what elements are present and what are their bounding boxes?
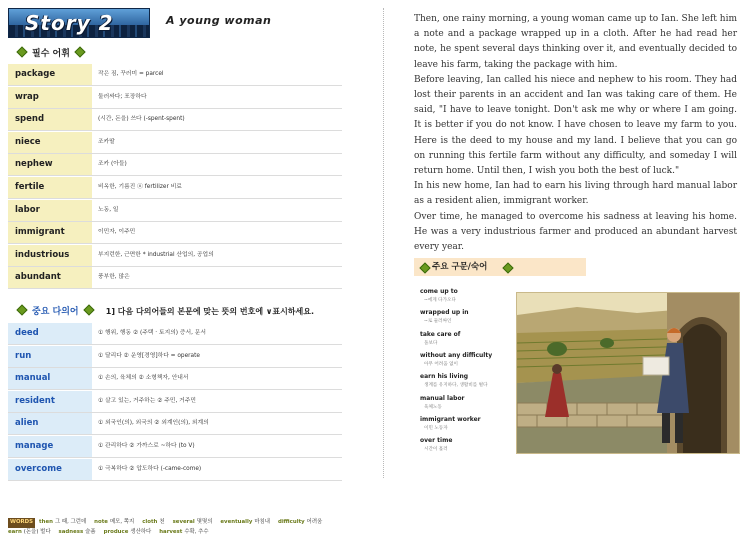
footer-word: then bbox=[39, 519, 53, 525]
phrase-meaning: 육체노동 bbox=[424, 404, 442, 410]
vocab-word: abundant bbox=[8, 267, 92, 288]
quiz-word: deed bbox=[8, 323, 92, 344]
phrases-heading-label: 주요 구문/숙어 bbox=[432, 262, 488, 272]
footer-meaning: 슬픔 bbox=[85, 528, 96, 535]
vocab-row bbox=[8, 132, 342, 154]
vocab-word: fertile bbox=[8, 177, 92, 198]
diamond-icon bbox=[16, 46, 27, 57]
diamond-icon bbox=[502, 262, 513, 273]
row-divider bbox=[8, 480, 342, 481]
story-illustration bbox=[516, 292, 740, 454]
quiz-row[interactable] bbox=[8, 459, 342, 481]
quiz-options[interactable]: ① 살고 있는, 거주하는 ② 주민, 거주민 bbox=[98, 397, 196, 404]
story-paragraph-2: Before leaving, Ian called his niece and nephew to his room. They had lost their parents in an accident and Ian was taking care of them. He said, "I have to leave tonight. Don't ask me why or where I am going. It is better if you do not know. I have chosen to leave my farm to you. Here is the deed to my house and my land. I believe that you can go on running this fertile farm without any difficulty, and someday I will return home. Until then, I wish you both the best of luck." bbox=[414, 74, 737, 177]
phrase-item: immigrant worker bbox=[420, 415, 481, 423]
phrase-item: take care of bbox=[420, 330, 461, 338]
footer-meaning: 천 bbox=[159, 519, 165, 525]
quiz-word: manage bbox=[8, 436, 92, 457]
diamond-icon bbox=[74, 46, 85, 57]
vocab-row bbox=[8, 154, 342, 176]
vocab-word: package bbox=[8, 64, 92, 85]
footer-word: harvest bbox=[159, 528, 183, 535]
quiz-row[interactable] bbox=[8, 391, 342, 413]
quiz-options[interactable]: ① 관리하다 ② 가까스로 ~하다 (to V) bbox=[98, 443, 195, 449]
footer-meaning: (돈을) 벌다 bbox=[23, 528, 51, 535]
footer-word: sadness bbox=[58, 528, 84, 535]
footer-meaning: 그 때, 그런데 bbox=[54, 519, 87, 525]
quiz-word: resident bbox=[8, 391, 92, 412]
vocab-row bbox=[8, 64, 342, 86]
vocab-heading-label: 필수 어휘 bbox=[32, 49, 70, 59]
quiz-heading bbox=[12, 304, 314, 317]
quiz-word: run bbox=[8, 346, 92, 367]
quiz-row[interactable] bbox=[8, 346, 342, 368]
vocab-meaning: 조카 (아들) bbox=[98, 161, 127, 168]
vocab-meaning: 비옥한, 기름진 ⓝ fertilizer 비료 bbox=[98, 184, 182, 190]
vocab-word: wrap bbox=[8, 87, 92, 108]
vocab-row bbox=[8, 177, 342, 199]
phrase-item: without any difficulty bbox=[420, 351, 493, 359]
quiz-instruction: 1] 다음 다의어들의 본문에 맞는 뜻의 번호에 ∨표시하세요. bbox=[105, 307, 315, 316]
story-banner bbox=[8, 8, 150, 38]
footer-word: earn bbox=[8, 528, 22, 535]
vocab-meaning: 둘러싸다; 포장하다 bbox=[98, 93, 147, 100]
phrase-meaning: ~에게 다가오다 bbox=[424, 298, 456, 303]
story-paragraph-3: In his new home, Ian had to earn his living through hard manual labor as a resident alien, immigrant worker. bbox=[414, 181, 737, 207]
footer-word: eventually bbox=[220, 519, 253, 525]
diamond-icon bbox=[16, 304, 27, 315]
footer-meaning: 수확, 추수 bbox=[184, 528, 209, 535]
quiz-word: overcome bbox=[8, 459, 92, 480]
phrase-item: come up to bbox=[420, 288, 458, 295]
vocab-row bbox=[8, 200, 342, 222]
footer-meaning: 몇몇의 bbox=[196, 519, 213, 525]
quiz-options[interactable]: ① 손의, 육체의 ② 소형책자, 안내서 bbox=[98, 375, 189, 382]
vocab-word: labor bbox=[8, 200, 92, 221]
phrase-meaning: 아무 어려움 없이 bbox=[424, 361, 458, 367]
story-title: A young woman bbox=[166, 14, 272, 27]
vocab-meaning: 이민자, 이주민 bbox=[98, 229, 136, 236]
vocab-word: spend bbox=[8, 109, 92, 130]
quiz-row[interactable] bbox=[8, 368, 342, 390]
phrase-meaning: 생계를 유지하다, 생활비를 벌다 bbox=[424, 383, 488, 389]
phrase-item: earn his living bbox=[420, 373, 469, 381]
footer-word: note bbox=[94, 519, 108, 525]
story-paragraph-1: Then, one rainy morning, a young woman came up to Ian. She left him a note and a package wrapped up in a cloth. After he had read her note, he spent several days thinking over it, and eventually decided to leave his farm, taking the package with him. bbox=[414, 14, 737, 70]
row-divider bbox=[8, 288, 342, 289]
vocab-meaning: 조카딸 bbox=[98, 138, 115, 145]
quiz-heading-label: 중요 다의어 bbox=[32, 307, 79, 317]
vocab-meaning: 풍부한, 많은 bbox=[98, 274, 130, 281]
footer-tag: WORDS bbox=[8, 518, 35, 528]
words-footer bbox=[8, 518, 728, 537]
vocab-meaning: 노동, 일 bbox=[98, 206, 119, 213]
footer-word: difficulty bbox=[277, 519, 305, 525]
quiz-row[interactable] bbox=[8, 413, 342, 435]
diamond-icon bbox=[83, 304, 94, 315]
phrases-heading bbox=[414, 258, 586, 276]
vocab-word: immigrant bbox=[8, 222, 92, 243]
phrase-item: over time bbox=[420, 437, 453, 445]
quiz-options[interactable]: ① 극복하다 ② 압도하다 (-came-come) bbox=[98, 465, 202, 472]
vocab-row bbox=[8, 267, 342, 289]
column-divider bbox=[383, 8, 384, 478]
story-text bbox=[414, 12, 737, 255]
vocab-meaning: 작은 짐, 꾸러미 = parcel bbox=[98, 71, 164, 77]
footer-word: cloth bbox=[142, 519, 158, 525]
footer-line-1 bbox=[8, 518, 728, 528]
quiz-row[interactable] bbox=[8, 436, 342, 458]
quiz-options[interactable]: ① 달리다 ② 운영[경영]하다 = operate bbox=[98, 352, 200, 359]
vocab-row bbox=[8, 87, 342, 109]
banner-label: Story 2 bbox=[25, 11, 114, 35]
phrase-item: wrapped up in bbox=[420, 309, 469, 317]
footer-meaning: 메모, 쪽지 bbox=[109, 519, 135, 525]
footer-meaning: 마침내 bbox=[254, 519, 270, 525]
vocab-row bbox=[8, 109, 342, 131]
story-paragraph-4: Over time, he managed to overcome his sadness at leaving his home. He was a very industrious farmer and produced an abundant harvest every year. bbox=[414, 211, 737, 253]
vocab-word: industrious bbox=[8, 245, 92, 266]
vocab-word: nephew bbox=[8, 154, 92, 175]
footer-meaning: 어려움 bbox=[306, 519, 323, 525]
vocab-word: niece bbox=[8, 132, 92, 153]
footer-word: several bbox=[172, 519, 195, 525]
quiz-word: manual bbox=[8, 368, 92, 389]
vocab-meaning: 부지런한, 근면한 * industrial 산업의, 공업의 bbox=[98, 251, 214, 258]
phrase-meaning: 이민 노동자 bbox=[424, 425, 448, 431]
vocab-row bbox=[8, 245, 342, 267]
phrase-item: manual labor bbox=[420, 394, 465, 402]
diamond-icon bbox=[419, 262, 430, 273]
vocab-row bbox=[8, 222, 342, 244]
footer-word: produce bbox=[103, 528, 129, 535]
phrase-meaning: ~로 둘러싸인 bbox=[424, 319, 452, 325]
illustration-svg bbox=[517, 293, 739, 453]
phrase-meaning: 시간이 흘러 bbox=[424, 447, 448, 453]
footer-meaning: 생산하다 bbox=[130, 528, 152, 535]
phrase-meaning: 돌보다 bbox=[424, 340, 438, 346]
quiz-row[interactable] bbox=[8, 323, 342, 345]
footer-line-2 bbox=[8, 528, 728, 538]
quiz-word: alien bbox=[8, 413, 92, 434]
quiz-options[interactable]: ① 행위, 행동 ② (주택 · 토지의) 증서, 문서 bbox=[98, 330, 206, 336]
vocab-meaning: (시간, 돈을) 쓰다 (-spent-spent) bbox=[98, 116, 185, 123]
vocab-heading bbox=[12, 46, 90, 59]
quiz-options[interactable]: ① 외국인(의), 외국의 ② 외계인(의), 외계의 bbox=[98, 420, 209, 427]
